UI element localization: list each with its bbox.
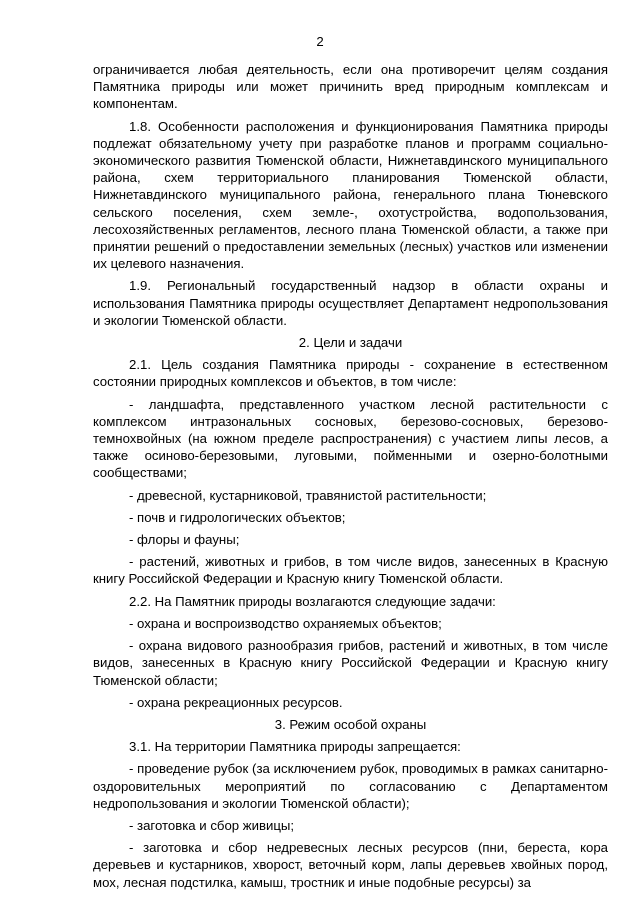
document-body [93,61,608,896]
paragraph: - растений, животных и грибов, в том числе видов, занесенных в Красную книгу Российской Федерации и Красную книгу Тюменской области. [93,554,608,587]
paragraph: - охрана видового разнообразия грибов, растений и животных, в том числе видов, занесенных в Красную книгу Российской Федерации и Красную книгу Тюменской области; [93,638,608,688]
paragraph: - охрана и воспроизводство охраняемых объектов; [129,615,442,631]
section-heading: 2. Цели и задачи [298,335,403,351]
paragraph: - охрана рекреационных ресурсов. [129,694,343,710]
paragraph: - ландшафта, представленного участком лесной растительности с комплексом интразональных сосновых, березово-сосновых, березово-темнохвойных (на южном пределе распространения) с участием липы лесов, а также осиново-березовыми, луговыми, пойменными и озерно-болотными сообществами; [93,396,608,481]
paragraph: 2.1. Цель создания Памятника природы - сохранение в естественном состоянии природных комплексов и объектов, в том числе: [93,357,608,390]
paragraph: - флоры и фауны; [129,532,240,548]
paragraph: 3.1. На территории Памятника природы запрещается: [129,739,461,755]
paragraph: - заготовка и сбор недревесных лесных ресурсов (пни, береста, кора деревьев и кустарников, хворост, веточный корм, лапы деревьев хвойных пород, мох, лесная подстилка, камыш, тростник и иные подобные ресурсы) за [93,840,608,890]
paragraph: 2.2. На Памятник природы возлагаются следующие задачи: [129,593,496,609]
paragraph: - почв и гидрологических объектов; [129,509,346,525]
paragraph: - древесной, кустарниковой, травянистой растительности; [129,487,487,503]
paragraph: ограничивается любая деятельность, если она противоречит целям создания Памятника природы или может причинить вред природным комплексам и компонентам. [93,62,608,112]
section-heading: 3. Режим особой охраны [274,716,427,732]
paragraph: - заготовка и сбор живицы; [129,817,295,833]
paragraph: - проведение рубок (за исключением рубок, проводимых в рамках санитарно-оздоровительных мероприятий по согласованию с Департаментом недропользования и экологии Тюменской области); [93,761,608,811]
paragraph: 1.9. Региональный государственный надзор в области охраны и использования Памятника природы осуществляет Департамент недропользования и экологии Тюменской области. [93,278,608,328]
paragraph: 1.8. Особенности расположения и функционирования Памятника природы подлежат обязательному учету при разработке планов и программ социально-экономического развития Тюменской области, Нижнетавдинского муниципального района, схем территориального планирования Тюменской области, Нижнетавдинского муниципального района, генерального плана Тюневского сельского поселения, схем земле-, охотустройства, водопользования, лесохозяйственных регламентов, лесного плана Тюменской области, а также при принятии решений о предоставлении земельных (лесных) участков или изменении их целевого назначения. [93,118,608,272]
page-number: 2 [316,34,324,49]
